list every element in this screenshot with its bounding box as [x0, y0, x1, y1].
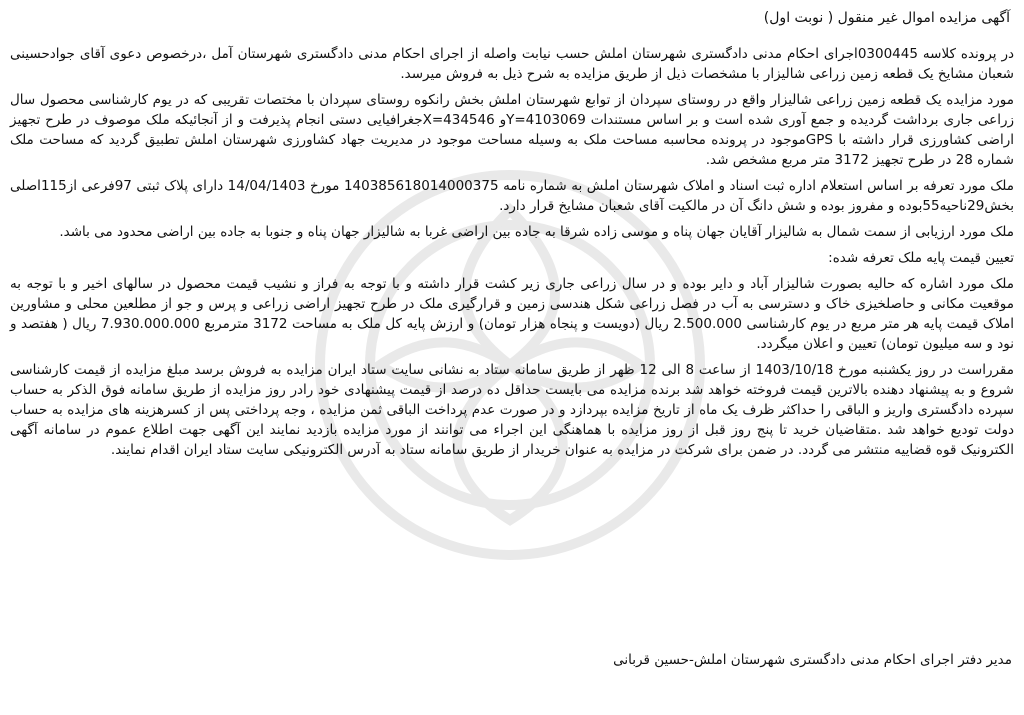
- paragraph-property-description: مورد مزایده یک قطعه زمین زراعی شالیزار واقع در روستای سپردان از توابع شهرستان املش بخش رانکوه روستای سپردان با مختصات تقریبی که در یوم کارشناسی محصول سال زراعی جاری برداشت گردیده و جمع آوری شده است و بر اساس مستندات Y=4103069و X=434546جغرافیایی دستی انجام پذیرفت و از آنجائیکه ملک موصوف در طرح تجهیز اراضی کشاورزی قرار داشته با GPSموجود در پرونده محاسبه مساحت ملک به وسیله مساحت موجود در مدیریت جهاد کشاورزی شهرستان املش تطبیق گردید که مساحت ملک شماره 28 در طرح تجهیز 3172 متر مربع مشخص شد.: [10, 92, 1014, 168]
- section-heading-base-price: تعیین قیمت پایه ملک تعرفه شده:: [828, 250, 1014, 266]
- paragraph-base-price: ملک مورد اشاره که حالیه بصورت شالیزار آباد و دایر بوده و در سال زراعی جاری زیر کشت قرار داشته و با توجه به فراز و نشیب قیمت محصول در سالهای اخیر و با توجه به موقعیت مکانی و حاصلخیزی خاک و دسترسی به آب در فصل زراعی شکل هندسی زمین و قرارگیری ملک در طرح تجهیز اراضی زراعی و پرس و جو از مطلعین محلی و مشاورین املاک قیمت پایه هر متر مربع در یوم کارشناسی 2.500.000 ریال (دویست و پنجاه هزار تومان) و ارزش پایه کل ملک به مساحت 3172 مترمربع 7.930.000.000 ریال ( هفتصد و نود و سه میلیون تومان) تعیین و اعلان میگردد.: [10, 276, 1014, 352]
- paragraph-registry-details: ملک مورد تعرفه بر اساس استعلام اداره ثبت اسناد و املاک شهرستان املش به شماره نامه 140385618014000375 مورخ 14/04/1403 دارای پلاک ثبتی 97فرعی از115اصلی بخش29ناحیه55بوده و مفروز بوده و شش دانگ آن در مالکیت آقای شعبان مشایخ قرار دارد.: [10, 178, 1014, 214]
- paragraph-case-intro: در پرونده کلاسه 0300445اجرای احکام مدنی دادگستری شهرستان املش حسب نیابت واصله از اجرای احکام مدنی دادگستری شهرستان آمل ،درخصوص دعوی آقای جوادحسینی شعبان مشایخ یک قطعه زمین زراعی شالیزار با مشخصات ذیل از طریق مزایده به شرح ذیل به فروش میرسد.: [10, 46, 1015, 82]
- signature-line: مدیر دفتر اجرای احکام مدنی دادگستری شهرستان املش-حسین قربانی: [613, 652, 1012, 668]
- paragraph-auction-terms: مقرراست در روز یکشنبه مورخ 1403/10/18 از ساعت 8 الی 12 ظهر از طریق سامانه ستاد به نشانی سایت ستاد ایران مزایده به فروش برسد مبلغ مزایده از قیمت کارشناسی شروع و به پیشنهاد دهنده بالاترین قیمت فروخته خواهد شد برنده مزایده می بایست حداقل ده درصد از قیمت پیشنهادی خود رادر روز مزایده از طریق سامانه فوق الذکر به حساب سپرده دادگستری واریز و الباقی را حداکثر ظرف یک ماه از تاریخ مزایده بپردازد و در صورت عدم پرداخت الباقی ثمن مزایده ، وجه پرداختی پس از کسرهزینه های مزایده به حساب دولت تودیع خواهد شد .متقاضیان خرید تا پنج روز قبل از روز مزایده با هماهنگی این اجراء می توانند از مورد مزایده بازدید نمایند این آگهی جهت اطلاع عموم در سامانه آگهی الکترونیک قوه قضاییه منتشر می گردد. در ضمن برای شرکت در مزایده به عنوان خریدار از طریق سامانه ستاد به آدرس الکترونیکی سایت ستاد ایران اقدام نمایند.: [10, 362, 1014, 458]
- notice-title: آگهی مزایده اموال غیر منقول ( نوبت اول): [763, 10, 1010, 26]
- auction-notice: [10, 8, 1014, 466]
- paragraph-boundaries: ملک مورد ارزیابی از سمت شمال به شالیزار آقایان جهان پناه و موسی زاده شرقا به جاده بین اراضی غربا به شالیزار جهان پناه و جنوبا به جاده بین اراضی محدود می باشد.: [59, 224, 1014, 240]
